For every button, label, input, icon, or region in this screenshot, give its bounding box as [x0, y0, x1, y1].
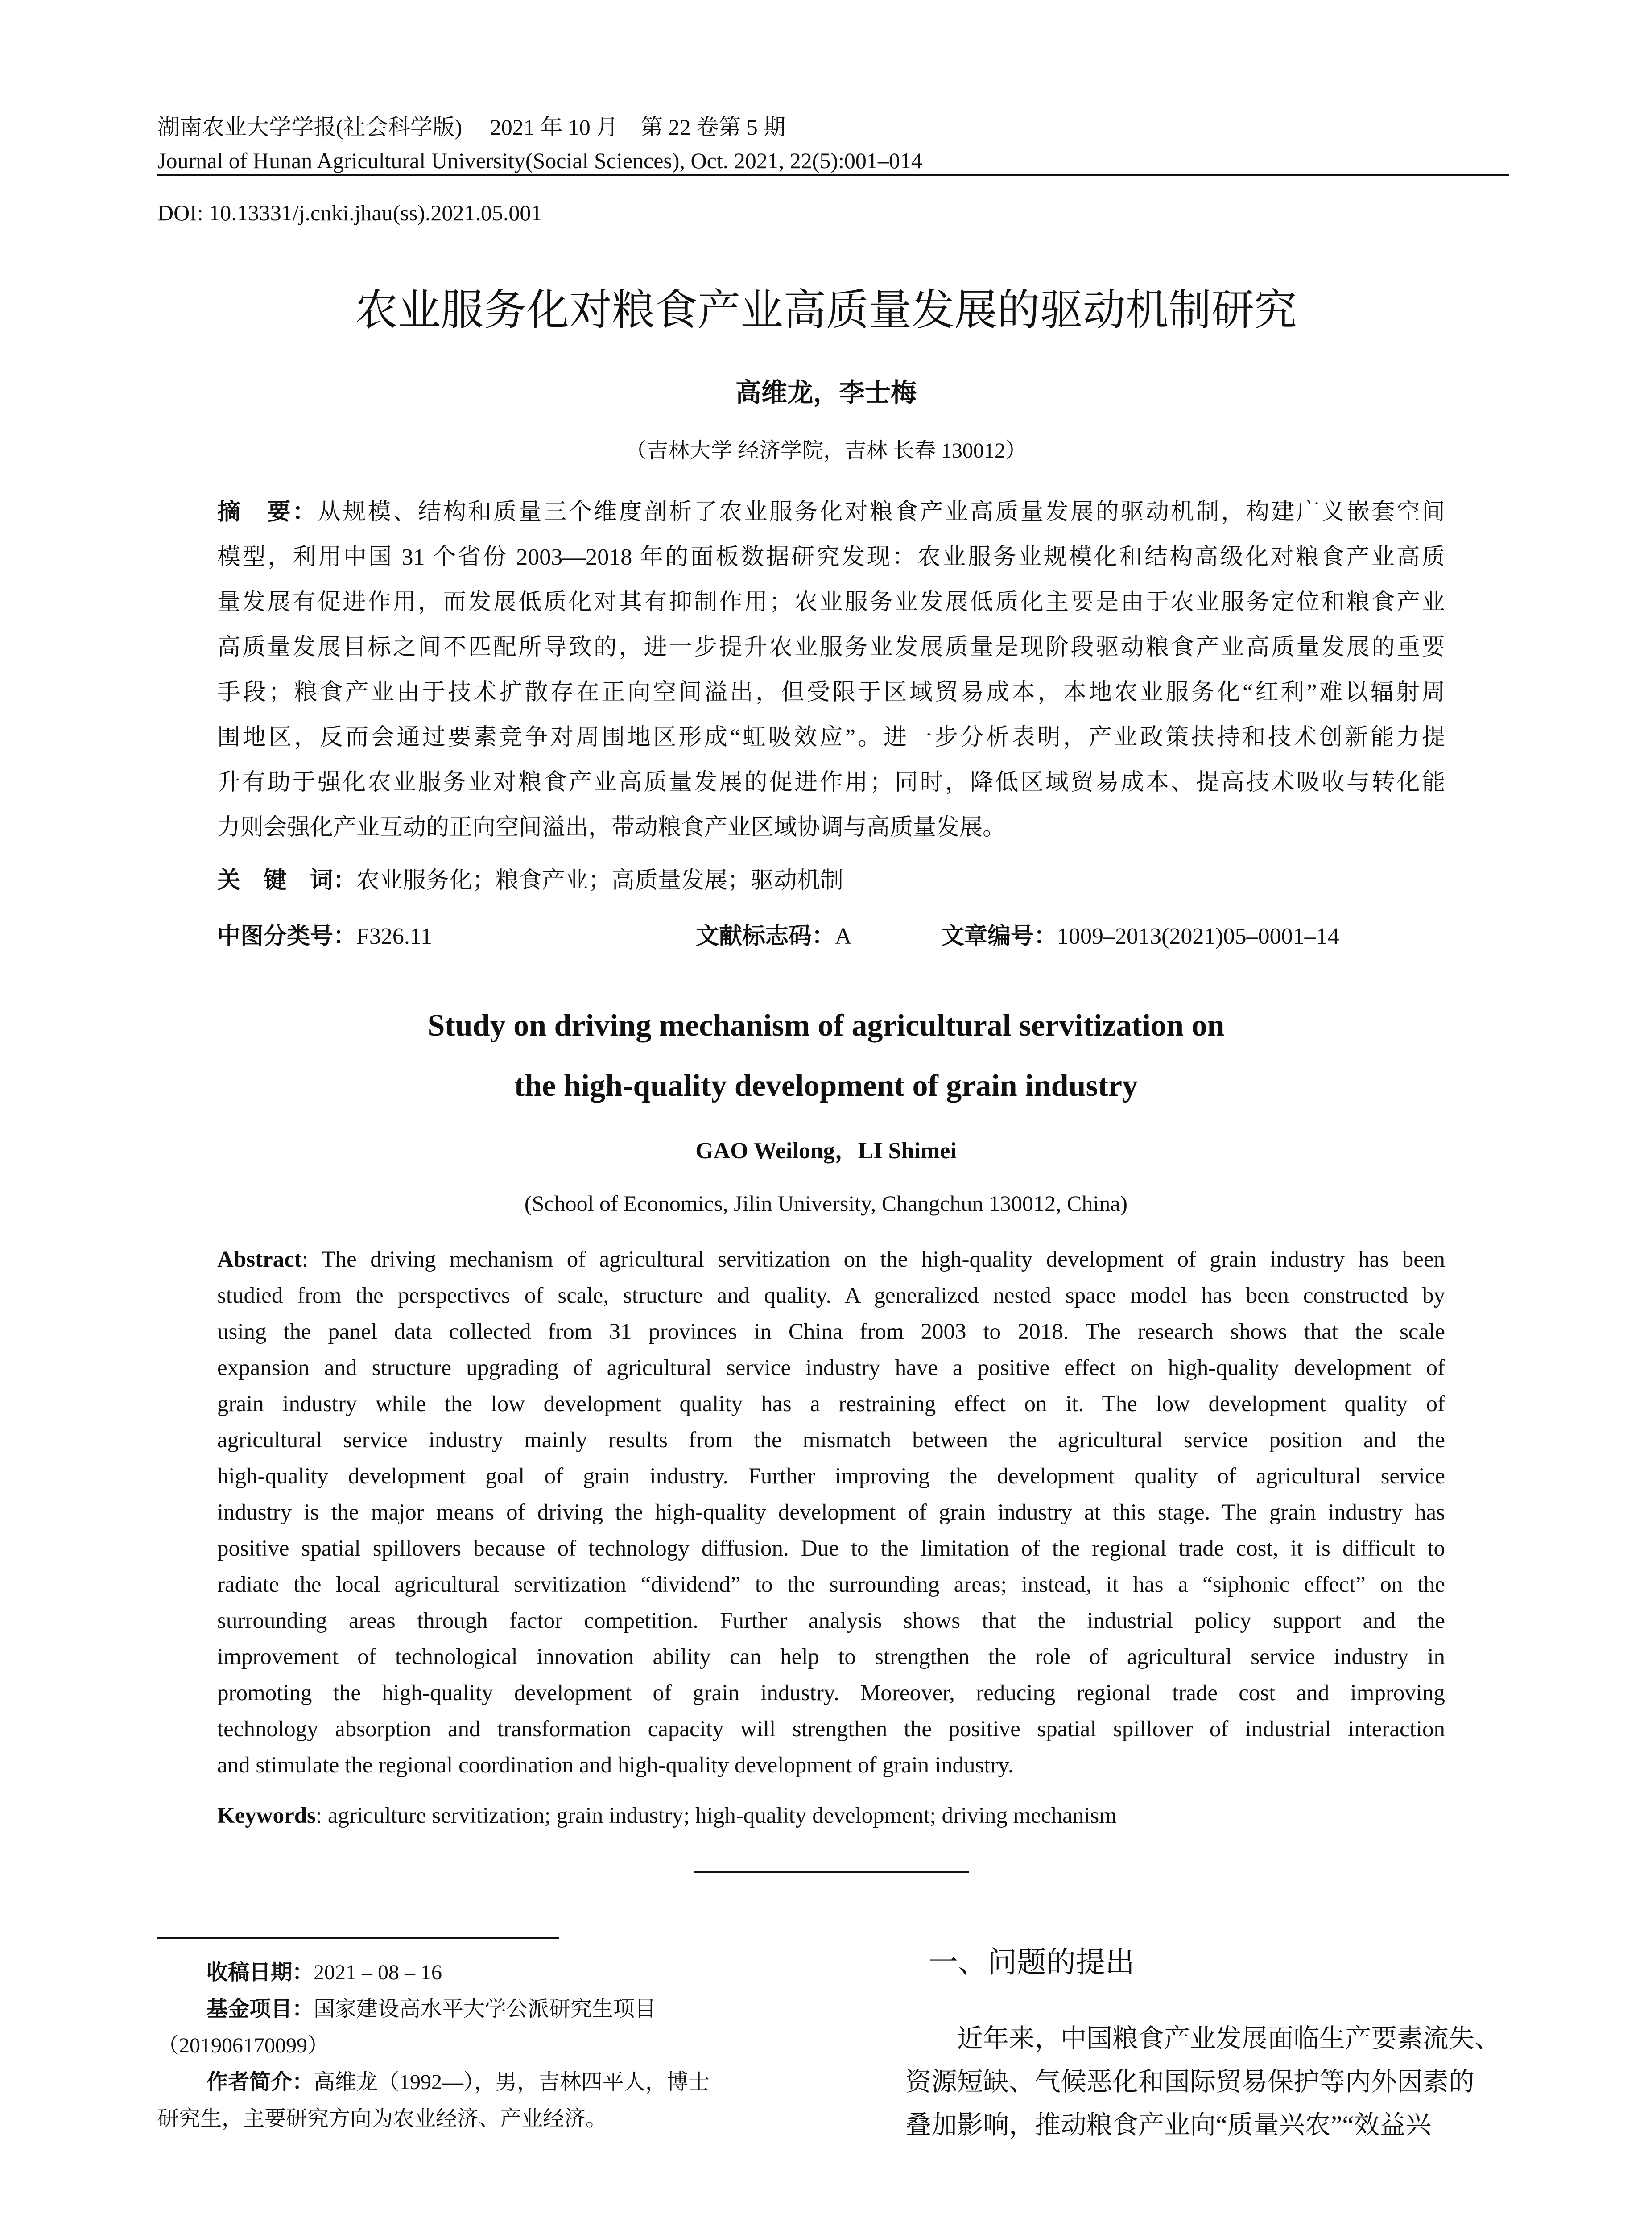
section-divider — [694, 1871, 969, 1873]
abstract-cn — [217, 490, 1445, 850]
doc-code-value: A — [835, 924, 852, 949]
abstract-text: studied from the perspectives of scale, structure and quality. A generalized nested space model has been constructed by — [217, 1283, 1445, 1308]
abstract-line — [217, 580, 1445, 625]
received-date — [157, 1954, 801, 1991]
abstract-line — [217, 715, 1445, 760]
author-bio-value: 高维龙（1992—），男，吉林四平人，博士 — [314, 2070, 710, 2094]
abstract-line — [217, 1458, 1445, 1495]
received-label: 收稿日期： — [206, 1961, 314, 1984]
abstract-label: Abstract — [217, 1247, 302, 1272]
author-bio-label: 作者简介： — [206, 2070, 314, 2094]
affiliation-cn: （吉林大学 经济学院，吉林 长春 130012） — [625, 439, 1027, 463]
journal-header-en: Journal of Hunan Agricultural University(Social Sciences), Oct. 2021, 22(5):001–014 — [157, 148, 922, 173]
doi: DOI: 10.13331/j.cnki.jhau(ss).2021.05.001 — [157, 200, 542, 225]
keywords-en — [217, 1802, 1117, 1829]
article-number — [941, 919, 1339, 954]
abstract-text: 量发展有促进作用，而发展低质化对其有抑制作用；农业服务业发展低质化主要是由于农业服务定位和粮食产业 — [217, 590, 1445, 615]
article-no-label: 文章编号： — [941, 924, 1057, 949]
abstract-line — [217, 1495, 1445, 1531]
body-column — [905, 1942, 1513, 2147]
affiliation-en: (School of Economics, Jilin University, Changchun 130012, China) — [524, 1191, 1128, 1216]
fund-number: （201906170099） — [157, 2034, 329, 2057]
abstract-text: 手段；粮食产业由于技术扩散存在正向空间溢出，但受限于区域贸易成本，本地农业服务化“红利”难以辐射周 — [217, 680, 1445, 705]
article-no-value: 1009–2013(2021)05–0001–14 — [1057, 924, 1339, 949]
abstract-line — [217, 1422, 1445, 1458]
page-title-en-line2: the high-quality development of grain industry — [514, 1069, 1138, 1103]
abstract-line — [217, 1747, 1445, 1784]
keywords-label-en: Keywords — [217, 1803, 316, 1828]
abstract-label: 摘 要： — [217, 500, 318, 525]
body-paragraph — [905, 2017, 1513, 2147]
abstract-text: promoting the high-quality development of grain industry. Moreover, reducing regional trade cost and improving — [217, 1681, 1445, 1706]
abstract-line — [217, 1242, 1445, 1278]
page-title-en-line1: Study on driving mechanism of agricultural servitization on — [427, 1008, 1225, 1043]
abstract-line — [217, 1711, 1445, 1747]
keywords-cn — [217, 863, 843, 899]
fund-label: 基金项目： — [206, 1997, 314, 2021]
keywords-text-en: : agriculture servitization; grain industry; high-quality development; driving mechanism — [315, 1803, 1117, 1828]
abstract-text: 围地区，反而会通过要素竞争对周围地区形成“虹吸效应”。进一步分析表明，产业政策扶持和技术创新能力提 — [217, 725, 1445, 750]
abstract-text: 模型，利用中国 31 个省份 2003—2018 年的面板数据研究发现：农业服务业规模化和结构高级化对粮食产业高质 — [217, 545, 1445, 570]
abstract-line — [217, 1603, 1445, 1639]
author-bio-cont: 研究生，主要研究方向为农业经济、产业经济。 — [157, 2107, 607, 2131]
abstract-en — [217, 1242, 1445, 1784]
fund-value: 国家建设高水平大学公派研究生项目 — [314, 1997, 657, 2021]
abstract-text: agricultural service industry mainly results from the mismatch between the agricultural service position and the — [217, 1428, 1445, 1453]
body-line: 资源短缺、气候恶化和国际贸易保护等内外因素的 — [905, 2067, 1475, 2096]
abstract-text: grain industry while the low development quality has a restraining effect on it. The low development quality of — [217, 1392, 1445, 1416]
authors-en: GAO Weilong，LI Shimei — [695, 1138, 957, 1164]
abstract-text: 升有助于强化农业服务业对粮食产业高质量发展的促进作用；同时，降低区域贸易成本、提高技术吸收与转化能 — [217, 770, 1445, 795]
abstract-text: 力则会强化产业互动的正向空间溢出，带动粮食产业区域协调与高质量发展。 — [217, 815, 1006, 840]
doc-code-label: 文献标志码： — [696, 924, 835, 949]
abstract-text: : The driving mechanism of agricultural servitization on the high-quality development of grain industry has been — [301, 1247, 1445, 1272]
abstract-text: 从规模、结构和质量三个维度剖析了农业服务化对粮食产业高质量发展的驱动机制，构建广义嵌套空间 — [318, 500, 1445, 525]
body-line: 叠加影响，推动粮食产业向“质量兴农”“效益兴 — [905, 2110, 1432, 2139]
abstract-line — [217, 670, 1445, 715]
abstract-text: positive spatial spillovers because of technology diffusion. Due to the limitation of the regional trade cost, it is difficult to — [217, 1536, 1445, 1561]
keywords-label-cn: 关 键 词： — [217, 868, 357, 893]
fund — [157, 1991, 801, 2028]
abstract-line — [217, 1531, 1445, 1567]
abstract-line — [217, 760, 1445, 805]
abstract-line — [217, 1639, 1445, 1675]
clc-label: 中图分类号： — [217, 924, 357, 949]
abstract-text: and stimulate the regional coordination and high-quality development of grain industry. — [217, 1753, 1014, 1778]
authors-cn: 高维龙，李士梅 — [735, 377, 917, 408]
header-rule — [157, 174, 1509, 176]
abstract-line — [217, 1675, 1445, 1711]
page-title-cn: 农业服务化对粮食产业高质量发展的驱动机制研究 — [355, 285, 1297, 335]
abstract-text: technology absorption and transformation capacity will strengthen the positive spatial spillover of industrial interaction — [217, 1717, 1445, 1742]
footnote — [157, 1954, 801, 2137]
clc-value: F326.11 — [356, 924, 433, 949]
abstract-line — [217, 490, 1445, 535]
abstract-text: radiate the local agricultural servitization “dividend” to the surrounding areas; instead, it has a “siphonic effect” on the — [217, 1572, 1445, 1597]
abstract-line — [217, 1278, 1445, 1314]
footnote-rule — [157, 1937, 559, 1939]
abstract-line — [217, 1350, 1445, 1386]
abstract-text: industry is the major means of driving the high-quality development of grain industry at this stage. The grain industry has — [217, 1500, 1445, 1525]
abstract-text: surrounding areas through factor competition. Further analysis shows that the industrial policy support and the — [217, 1608, 1445, 1633]
abstract-text: 高质量发展目标之间不匹配所导致的，进一步提升农业服务业发展质量是现阶段驱动粮食产业高质量发展的重要 — [217, 635, 1445, 660]
body-line: 近年来，中国粮食产业发展面临生产要素流失、 — [957, 2024, 1501, 2053]
document-code — [696, 919, 852, 954]
abstract-line — [217, 1567, 1445, 1603]
received-value: 2021 – 08 – 16 — [314, 1961, 442, 1984]
journal-header-cn: 湖南农业大学学报(社会科学版) 2021 年 10 月 第 22 卷第 5 期 — [157, 115, 786, 140]
author-bio — [157, 2064, 801, 2101]
section-heading: 一、问题的提出 — [929, 1945, 1135, 1979]
abstract-text: expansion and structure upgrading of agricultural service industry have a positive effect on high-quality development of — [217, 1355, 1445, 1380]
abstract-text: improvement of technological innovation ability can help to strengthen the role of agricultural service industry in — [217, 1644, 1445, 1669]
abstract-line — [217, 1386, 1445, 1422]
abstract-line — [217, 1314, 1445, 1350]
abstract-line — [217, 625, 1445, 670]
abstract-text: using the panel data collected from 31 provinces in China from 2003 to 2018. The research shows that the scale — [217, 1319, 1445, 1344]
abstract-line — [217, 535, 1445, 580]
abstract-line — [217, 805, 1445, 850]
clc-number — [217, 919, 432, 954]
keywords-text-cn: 农业服务化；粮食产业；高质量发展；驱动机制 — [356, 868, 844, 893]
abstract-text: high-quality development goal of grain industry. Further improving the development quality of agricultural service — [217, 1464, 1445, 1489]
